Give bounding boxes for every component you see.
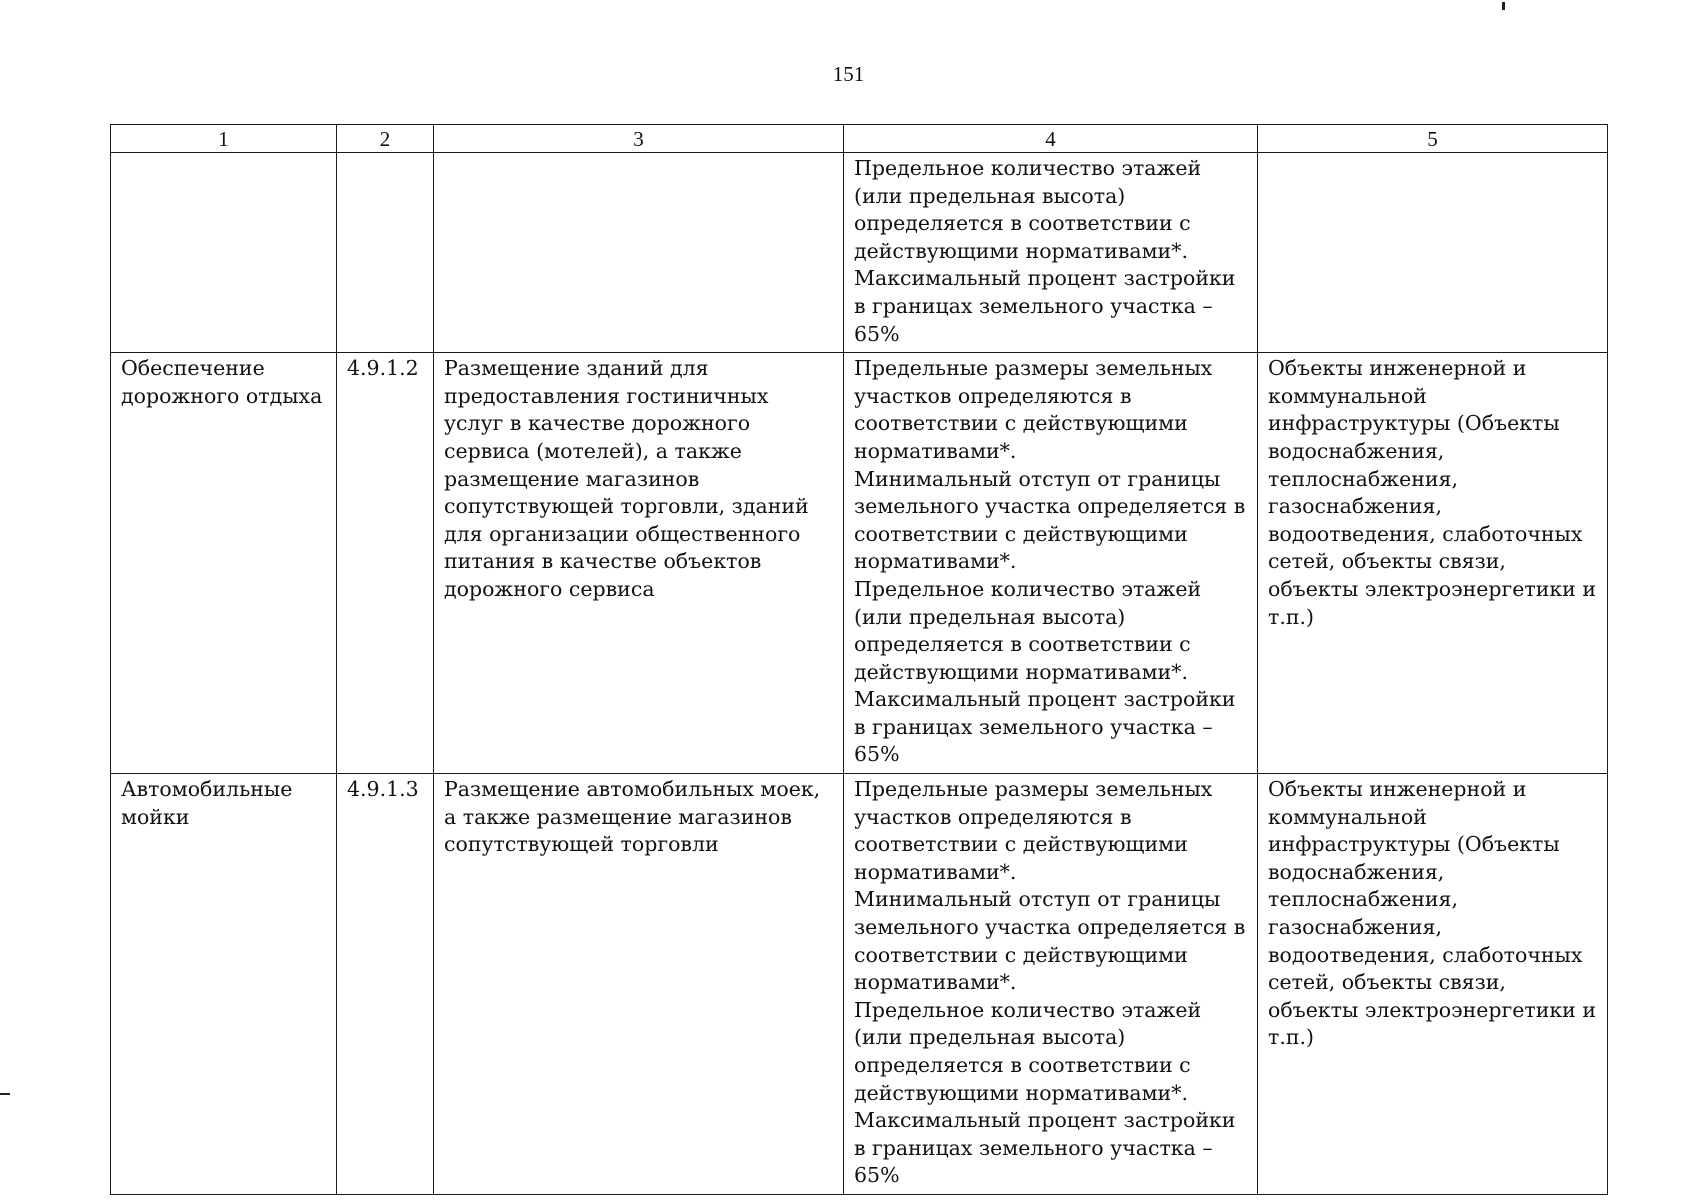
- land-use-table: [110, 124, 1608, 1195]
- column-header-2: 2: [337, 125, 434, 153]
- parameter-text: Предельные размеры земельных участков определяются в соответствии с действующими нормативами*.: [854, 777, 1213, 884]
- use-type-name: Обеспечение дорожного отдыха: [111, 353, 337, 774]
- table-row: [111, 153, 1608, 353]
- table-row: [111, 353, 1608, 774]
- use-type-description: [434, 153, 844, 353]
- column-header-5: 5: [1258, 125, 1608, 153]
- parameter-text: Предельные размеры земельных участков определяются в соответствии с действующими нормативами*.: [854, 356, 1213, 463]
- related-objects: [1258, 153, 1608, 353]
- scan-mark-top: [1502, 2, 1505, 10]
- header-row: [111, 125, 1608, 153]
- use-type-code: 4.9.1.2: [337, 353, 434, 774]
- parameter-text: Максимальный процент застройки в границах земельного участка – 65%: [854, 1108, 1236, 1188]
- parameter-text: Минимальный отступ от границы земельного участка определяется в соответствии с действующими нормативами*.: [854, 887, 1246, 995]
- parameters-cell: [844, 774, 1258, 1195]
- column-header-4: 4: [844, 125, 1258, 153]
- table-row: [111, 774, 1608, 1195]
- parameter-text: Максимальный процент застройки в границах земельного участка – 65%: [854, 266, 1236, 346]
- parameter-text: Минимальный отступ от границы земельного участка определяется в соответствии с действующими нормативами*.: [854, 466, 1246, 574]
- scan-mark-left: [0, 1093, 10, 1095]
- column-header-1: 1: [111, 125, 337, 153]
- parameters-cell: [844, 153, 1258, 353]
- use-type-description: Размещение зданий для предоставления гостиничных услуг в качестве дорожного сервиса (мотелей), а также размещение магазинов сопутствующей торговли, зданий для организации общественного питания в качестве объектов дорожного сервиса: [434, 353, 844, 774]
- parameter-text: Предельное количество этажей (или предельная высота) определяется в соответствии с действующими нормативами*.: [854, 997, 1202, 1105]
- related-objects: Объекты инженерной и коммунальной инфраструктуры (Объекты водоснабжения, теплоснабжения, газоснабжения, водоотведения, слаботочных сетей, объекты связи, объекты электроэнергетики и т.п.): [1258, 774, 1608, 1195]
- parameter-text: Предельное количество этажей (или предельная высота) определяется в соответствии с действующими нормативами*.: [854, 576, 1202, 684]
- use-type-name: [111, 153, 337, 353]
- column-header-3: 3: [434, 125, 844, 153]
- use-type-description: Размещение автомобильных моек, а также размещение магазинов сопутствующей торговли: [434, 774, 844, 1195]
- use-type-code: 4.9.1.3: [337, 774, 434, 1195]
- parameters-cell: [844, 353, 1258, 774]
- parameter-text: Максимальный процент застройки в границах земельного участка – 65%: [854, 687, 1236, 767]
- use-type-code: [337, 153, 434, 353]
- parameter-text: Предельное количество этажей (или предельная высота) определяется в соответствии с действующими нормативами*.: [854, 156, 1202, 263]
- use-type-name: Автомобильные мойки: [111, 774, 337, 1195]
- related-objects: Объекты инженерной и коммунальной инфраструктуры (Объекты водоснабжения, теплоснабжения, газоснабжения, водоотведения, слаботочных сетей, объекты связи, объекты электроэнергетики и т.п.): [1258, 353, 1608, 774]
- page-number: 151: [832, 62, 865, 86]
